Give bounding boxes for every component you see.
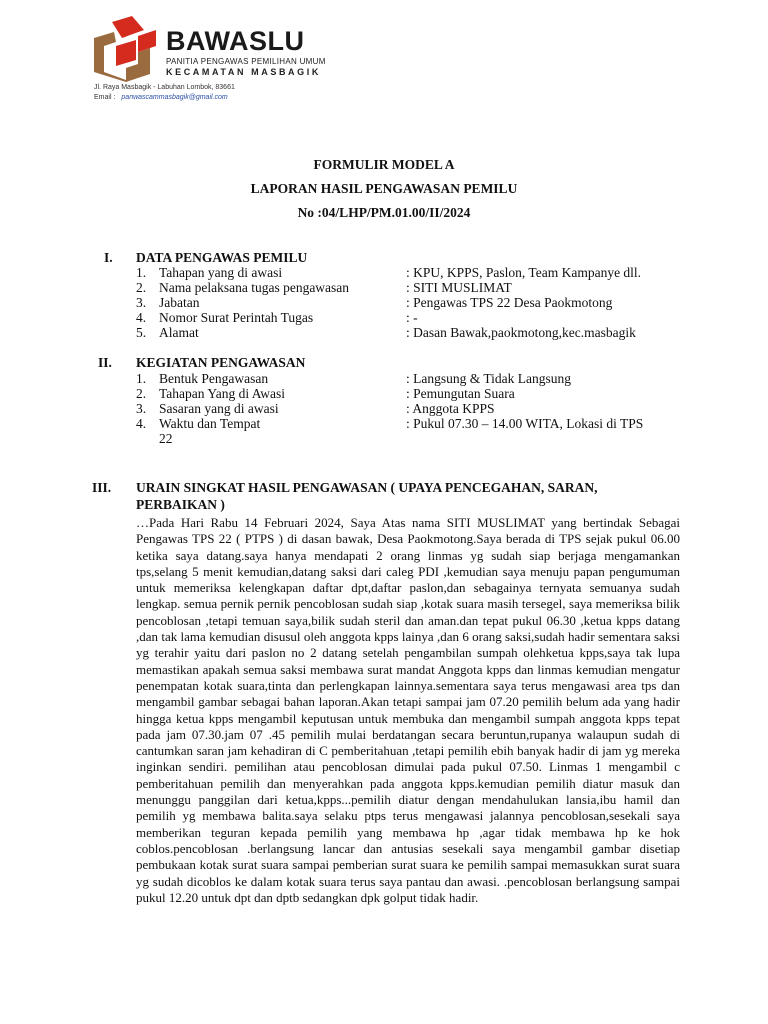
row-label: Nomor Surat Perintah Tugas — [159, 310, 314, 325]
row-number: 2. — [136, 386, 147, 401]
row-label: Tahapan Yang di Awasi — [159, 386, 286, 401]
row-value: : - — [406, 310, 418, 325]
row-number: 4. — [136, 310, 147, 325]
org-line-1: PANITIA PENGAWAS PEMILIHAN UMUM — [166, 57, 326, 66]
form-title: FORMULIR MODEL A — [313, 157, 455, 172]
row-number: 3. — [136, 295, 147, 310]
section-3-roman: III. — [92, 480, 112, 495]
row-value: : KPU, KPPS, Paslon, Team Kampanye dll. — [406, 265, 642, 280]
report-title: LAPORAN HASIL PENGAWASAN PEMILU — [250, 181, 518, 196]
row-number: 1. — [136, 265, 147, 280]
row-number: 4. — [136, 416, 147, 431]
row-label: Alamat — [159, 325, 199, 340]
row-number: 2. — [136, 280, 147, 295]
row-value: : Pengawas TPS 22 Desa Paokmotong — [406, 295, 613, 310]
row-label: Bentuk Pengawasan — [159, 371, 269, 386]
report-number: No :04/LHP/PM.01.00/II/2024 — [297, 205, 471, 220]
org-address: Jl. Raya Masbagik - Labuhan Lombok, 83661 — [94, 84, 235, 91]
section-1-title: DATA PENGAWAS PEMILU — [136, 250, 308, 265]
org-email-line — [94, 94, 228, 101]
row-label: Waktu dan Tempat — [159, 416, 261, 431]
row-value: : Langsung & Tidak Langsung — [406, 371, 572, 386]
bawaslu-logo-icon — [92, 16, 160, 82]
section-2-title: KEGIATAN PENGAWASAN — [136, 355, 306, 370]
row-value: : Dasan Bawak,paokmotong,kec.masbagik — [406, 325, 636, 340]
row-label: Sasaran yang di awasi — [159, 401, 279, 416]
email-address[interactable]: panwascammasbagik@gmail.com — [121, 94, 228, 101]
row-number: 3. — [136, 401, 147, 416]
report-narrative: …Pada Hari Rabu 14 Februari 2024, Saya Atas nama SITI MUSLIMAT yang bertindak Sebagai Pengawas TPS 22 ( PTPS ) di dasan bawak, Desa Paokmotong.Saya berada di TPS sejak pukul 06.00 ketika saya datang.saya hanya mendapati 2 orang linmas yg sudah siap berjaga mengamankan tps,selang 5 menit kemudian,datang saksi dari caleg PDI ,kemudian saya menuju papan pengumuman untuk memeriksa kelengkapan daftar dpt,daftar paslon,dan sebagainya ternyata semuanya sudah lengkap. semua pernik pernik pencoblosan sudah siap ,kotak suara masih tersegel, saya memeriksa bilik pencoblosan ,tetapi temuan saya,bilik sudah steril dan aman.dan tepat pukul 06.30 ,ketua kpps datang ,dan tak lama kemudian disusul oleh anggota kpps lainya ,dan 6 orang saksi,sudah hadir sementara saksi yg terahir yaitu dari paslon no 2 datang setelah pengambilan sumpah olehketua kpps,saya tak lupa memastikan apakah semua saksi membawa surat mandat Anggota kpps dan linmas kemudian mengatur penempatan kotak suara,tinta dan perlengkapan lainnya.sementara saya terus mengawasi area tps dan mengambil gambar sebagai bahan laporan.Akan tetapi sampai jam 07.20 pemilih belum ada yang hadir hingga ketua kpps mengambil keputusan untuk membuka dan mengambil sumpah anggota kpps tepat pada jam 07.30.jam 07 .45 pemilih mulai berdatangan secara beruntun,rupanya walaupun sudah di cantumkan saran jam kehadiran di C pemberitahuan ,tetapi pemilih ebih banyak hadir di jam yg mereka inginkan sendiri. pemilihan atau pencoblosan dimulai pada pukul 07.50. Linmas 1 mengambil c pemberitahuan pemilih dan menyerahkan pada anggota kpps.kemudian pemilih diatur masuk dan menunggu panggilan dari ketua,kpps...pemilih diatur dengan mendahulukan lansia,ibu hamil dan pemilih yg membawa balita.saya selaku ptps terus mengawasi jalannya pencoblosan,sesekali saya memberikan teguran kepada pemilih yang membawa hp ,agar tidak membawa hp ke hok coblos.pencoblosan .berlangsung lancar dan antusias sesekali saya mengambil gambar disetiap pembukaan kotak surat suara sampai pemberian surat suara ke pemilih sampai memasukkan surat suara yg sudah dicoblos ke dalam kotak suara terus saya pantau dan awasi. .pencoblosan berlangsung sampai pukul 12.20 untuk dpt dan dptb sedangkan dpk golput tidak hadir. — [136, 515, 680, 905]
row-value: : SITI MUSLIMAT — [406, 280, 512, 295]
row-number: 5. — [136, 325, 147, 340]
section-2-roman: II. — [98, 355, 112, 370]
row-label: Jabatan — [159, 295, 200, 310]
row-value-continuation: 22 — [159, 431, 173, 446]
row-value: : Pemungutan Suara — [406, 386, 515, 401]
row-number: 1. — [136, 371, 147, 386]
section-3-title: URAIN SINGKAT HASIL PENGAWASAN ( UPAYA PENCEGAHAN, SARAN, PERBAIKAN ) — [136, 480, 598, 512]
org-line-2: KECAMATAN MASBAGIK — [166, 67, 321, 77]
letterhead — [92, 14, 392, 100]
row-value: : Pukul 07.30 – 14.00 WITA, Lokasi di TPS — [406, 416, 644, 431]
org-name: BAWASLU — [166, 26, 305, 56]
row-value: : Anggota KPPS — [406, 401, 495, 416]
row-label: Nama pelaksana tugas pengawasan — [159, 280, 350, 295]
email-label: Email : — [94, 94, 116, 101]
section-1-roman: I. — [104, 250, 113, 265]
row-label: Tahapan yang di awasi — [159, 265, 283, 280]
